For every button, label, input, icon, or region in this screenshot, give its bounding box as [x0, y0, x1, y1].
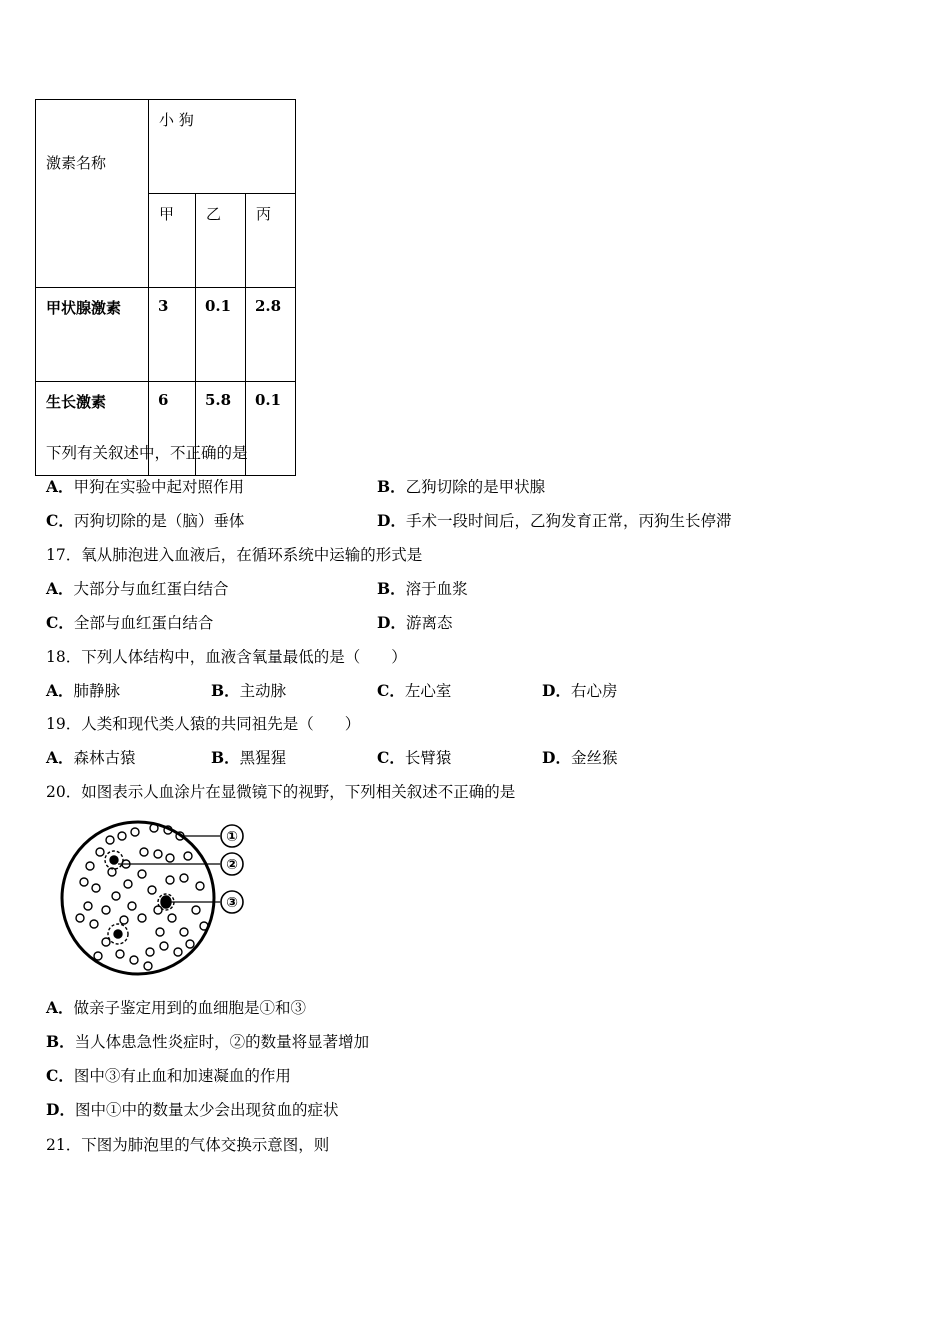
option-b [211, 681, 286, 701]
dog-label: 乙 [206, 205, 222, 223]
value-cell [196, 288, 246, 382]
value-cell [149, 288, 196, 382]
table-row [36, 288, 296, 382]
cell-value: 2.8 [255, 297, 282, 315]
option-letter: D． [542, 748, 571, 767]
option-text: 做亲子鉴定用到的血细胞是①和③ [73, 999, 307, 1017]
option-letter: A． [46, 681, 74, 700]
option-c [377, 748, 451, 768]
option-letter: B． [46, 1032, 75, 1051]
option-text: 溶于血浆 [405, 580, 468, 598]
option-b [211, 748, 286, 768]
option-text: 主动脉 [239, 682, 287, 700]
option-letter: D． [377, 613, 406, 632]
option-c [46, 511, 244, 531]
cell-value: 0.1 [255, 391, 282, 409]
option-d [542, 681, 617, 701]
red-blood-cells [76, 824, 208, 970]
cell-value: 3 [158, 297, 169, 315]
question-stem: 19．人类和现代类人猿的共同祖先是（ ） [46, 715, 361, 733]
question-stem: 21．下图为肺泡里的气体交换示意图，则 [46, 1136, 330, 1154]
cell-value: 5.8 [205, 391, 232, 409]
value-cell [246, 288, 296, 382]
row-name: 生长激素 [46, 393, 107, 411]
option-text: 全部与血红蛋白结合 [73, 614, 214, 632]
option-text: 长臂猿 [404, 749, 452, 767]
option-text: 右心房 [570, 682, 618, 700]
option-letter: A． [46, 579, 74, 598]
table-header-name-cell [36, 100, 149, 288]
question-stem: 17．氧从肺泡进入血液后，在循环系统中运输的形式是 [46, 546, 423, 564]
table-header-group-cell [149, 100, 296, 194]
option-letter: C． [377, 748, 405, 767]
hormone-table [35, 99, 296, 476]
option-a [46, 681, 120, 701]
value-cell [246, 382, 296, 476]
option-letter: B． [377, 579, 406, 598]
row-name-cell [36, 288, 149, 382]
option-letter: B． [211, 748, 240, 767]
option-letter: C． [46, 613, 74, 632]
option-letter: A． [46, 748, 74, 767]
option-letter: B． [211, 681, 240, 700]
label-lines [118, 836, 220, 902]
option-letter: C． [46, 511, 74, 530]
figure-label: ② [226, 857, 238, 873]
option-letter: D． [542, 681, 571, 700]
option-c [46, 613, 213, 633]
option-letter: D． [46, 1100, 75, 1119]
option-a [46, 748, 136, 768]
option-c [46, 1066, 291, 1086]
option-d [542, 748, 617, 768]
cell-value: 6 [158, 391, 169, 409]
table-header-dog [149, 194, 196, 288]
table-header-name: 激素名称 [46, 154, 107, 172]
option-text: 肺静脉 [73, 682, 121, 700]
option-text: 左心室 [404, 682, 452, 700]
option-text: 乙狗切除的是甲状腺 [405, 478, 546, 496]
table-header-dog [196, 194, 246, 288]
microscope-field [62, 822, 214, 974]
option-letter: B． [377, 477, 406, 496]
option-d [377, 511, 731, 531]
option-text: 当人体患急性炎症时，②的数量将显著增加 [74, 1033, 370, 1051]
option-text: 黑猩猩 [239, 749, 287, 767]
option-letter: A． [46, 998, 74, 1017]
option-text: 图中①中的数量太少会出现贫血的症状 [74, 1101, 339, 1119]
figure-label: ③ [226, 895, 238, 911]
option-a [46, 579, 229, 599]
question-stem: 20．如图表示人血涂片在显微镜下的视野，下列相关叙述不正确的是 [46, 783, 516, 801]
blood-smear-figure [60, 814, 260, 984]
option-text: 森林古猿 [73, 749, 136, 767]
option-d [377, 613, 452, 633]
cell-value: 0.1 [205, 297, 232, 315]
row-name: 甲状腺激素 [46, 299, 122, 317]
dog-label: 甲 [159, 205, 175, 223]
option-letter: D． [377, 511, 406, 530]
figure-label: ① [226, 829, 238, 845]
option-letter: C． [377, 681, 405, 700]
option-text: 甲狗在实验中起对照作用 [73, 478, 245, 496]
table-header-dog [246, 194, 296, 288]
option-letter: C． [46, 1066, 74, 1085]
option-text: 金丝猴 [570, 749, 618, 767]
question-stem: 下列有关叙述中，不正确的是 [46, 444, 248, 462]
dog-label: 丙 [256, 205, 272, 223]
option-text: 大部分与血红蛋白结合 [73, 580, 229, 598]
option-a [46, 477, 244, 497]
option-b [377, 477, 545, 497]
option-text: 手术一段时间后，乙狗发育正常，丙狗生长停滞 [405, 512, 732, 530]
figure-labels [226, 829, 238, 911]
option-c [377, 681, 451, 701]
option-text: 图中③有止血和加速凝血的作用 [73, 1067, 291, 1085]
question-stem: 18．下列人体结构中，血液含氧量最低的是（ ） [46, 648, 407, 666]
option-b [377, 579, 468, 599]
option-letter: A． [46, 477, 74, 496]
option-text: 丙狗切除的是（脑）垂体 [73, 512, 245, 530]
option-a [46, 998, 306, 1018]
option-text: 游离态 [405, 614, 453, 632]
option-b [46, 1032, 369, 1052]
table-header-group: 小 狗 [159, 111, 194, 129]
option-d [46, 1100, 338, 1120]
